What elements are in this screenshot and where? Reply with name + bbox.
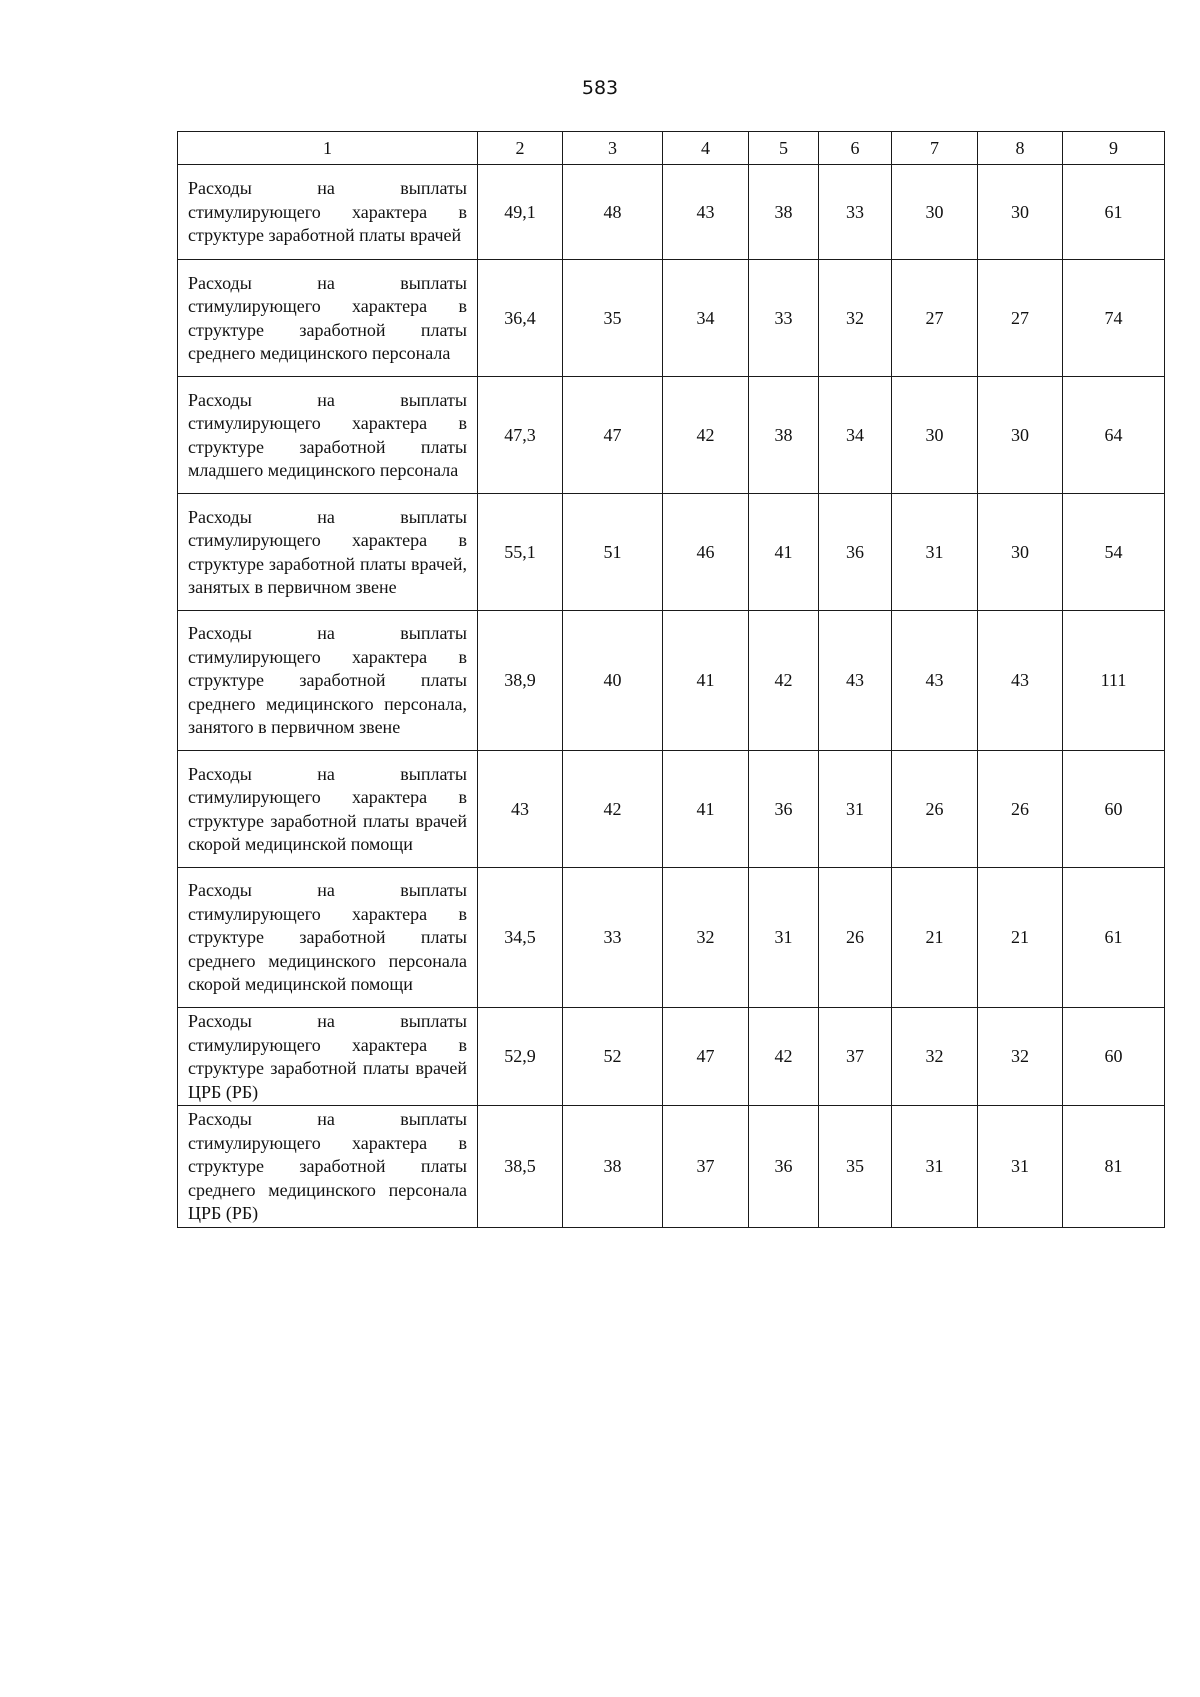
value-cell-col-2: 34,5 — [478, 868, 563, 1008]
value-cell-col-2: 38,9 — [478, 611, 563, 751]
row-label: Расходы на выплаты стимулирующего характера в структуре заработной платы врачей скорой медицинской помощи — [178, 751, 478, 868]
page-number: 583 — [581, 77, 619, 99]
value-cell-col-2: 52,9 — [478, 1008, 563, 1106]
row-label: Расходы на выплаты стимулирующего характера в структуре заработной платы врачей — [178, 165, 478, 260]
value-cell-col-8: 30 — [978, 494, 1063, 611]
column-header-1: 1 — [178, 132, 478, 165]
value-cell-col-4: 41 — [663, 751, 749, 868]
column-header-5: 5 — [749, 132, 819, 165]
value-cell-col-7: 43 — [892, 611, 978, 751]
value-cell-col-5: 38 — [749, 165, 819, 260]
value-cell-col-6: 31 — [819, 751, 892, 868]
value-cell-col-8: 30 — [978, 377, 1063, 494]
table-row — [178, 377, 1165, 494]
column-header-8: 8 — [978, 132, 1063, 165]
row-label: Расходы на выплаты стимулирующего характера в структуре заработной платы врачей ЦРБ (РБ) — [178, 1008, 478, 1106]
value-cell-col-6: 36 — [819, 494, 892, 611]
value-cell-col-5: 33 — [749, 260, 819, 377]
value-cell-col-3: 38 — [563, 1106, 663, 1228]
value-cell-col-3: 40 — [563, 611, 663, 751]
value-cell-col-9: 60 — [1063, 751, 1165, 868]
value-cell-col-8: 21 — [978, 868, 1063, 1008]
value-cell-col-9: 61 — [1063, 868, 1165, 1008]
value-cell-col-3: 47 — [563, 377, 663, 494]
column-header-9: 9 — [1063, 132, 1165, 165]
value-cell-col-7: 32 — [892, 1008, 978, 1106]
value-cell-col-2: 55,1 — [478, 494, 563, 611]
row-label: Расходы на выплаты стимулирующего характера в структуре заработной платы среднего медицинского персонала скорой медицинской помощи — [178, 868, 478, 1008]
table-row — [178, 1106, 1165, 1228]
column-header-4: 4 — [663, 132, 749, 165]
column-header-7: 7 — [892, 132, 978, 165]
value-cell-col-4: 43 — [663, 165, 749, 260]
value-cell-col-2: 49,1 — [478, 165, 563, 260]
row-label: Расходы на выплаты стимулирующего характера в структуре заработной платы младшего медицинского персонала — [178, 377, 478, 494]
value-cell-col-6: 43 — [819, 611, 892, 751]
value-cell-col-9: 61 — [1063, 165, 1165, 260]
value-cell-col-7: 31 — [892, 494, 978, 611]
table-row — [178, 868, 1165, 1008]
value-cell-col-5: 42 — [749, 611, 819, 751]
value-cell-col-9: 81 — [1063, 1106, 1165, 1228]
value-cell-col-7: 30 — [892, 377, 978, 494]
row-label: Расходы на выплаты стимулирующего характера в структуре заработной платы среднего медицинского персонала — [178, 260, 478, 377]
value-cell-col-3: 48 — [563, 165, 663, 260]
row-label: Расходы на выплаты стимулирующего характера в структуре заработной платы врачей, занятых в первичном звене — [178, 494, 478, 611]
value-cell-col-8: 27 — [978, 260, 1063, 377]
table-row — [178, 494, 1165, 611]
column-header-6: 6 — [819, 132, 892, 165]
row-label: Расходы на выплаты стимулирующего характера в структуре заработной платы среднего медицинского персонала ЦРБ (РБ) — [178, 1106, 478, 1228]
table-row — [178, 611, 1165, 751]
value-cell-col-7: 21 — [892, 868, 978, 1008]
value-cell-col-5: 42 — [749, 1008, 819, 1106]
value-cell-col-3: 42 — [563, 751, 663, 868]
value-cell-col-4: 42 — [663, 377, 749, 494]
column-header-2: 2 — [478, 132, 563, 165]
value-cell-col-8: 43 — [978, 611, 1063, 751]
value-cell-col-6: 34 — [819, 377, 892, 494]
value-cell-col-7: 27 — [892, 260, 978, 377]
value-cell-col-5: 36 — [749, 751, 819, 868]
value-cell-col-2: 36,4 — [478, 260, 563, 377]
value-cell-col-2: 43 — [478, 751, 563, 868]
value-cell-col-4: 47 — [663, 1008, 749, 1106]
header-row — [178, 132, 1165, 165]
value-cell-col-9: 111 — [1063, 611, 1165, 751]
row-label: Расходы на выплаты стимулирующего характера в структуре заработной платы среднего медицинского персонала, занятого в первичном звене — [178, 611, 478, 751]
value-cell-col-6: 32 — [819, 260, 892, 377]
value-cell-col-9: 64 — [1063, 377, 1165, 494]
value-cell-col-8: 31 — [978, 1106, 1063, 1228]
value-cell-col-5: 38 — [749, 377, 819, 494]
value-cell-col-7: 30 — [892, 165, 978, 260]
value-cell-col-6: 26 — [819, 868, 892, 1008]
value-cell-col-3: 35 — [563, 260, 663, 377]
value-cell-col-7: 26 — [892, 751, 978, 868]
data-table — [177, 131, 1165, 1228]
value-cell-col-9: 74 — [1063, 260, 1165, 377]
value-cell-col-6: 33 — [819, 165, 892, 260]
value-cell-col-9: 60 — [1063, 1008, 1165, 1106]
value-cell-col-7: 31 — [892, 1106, 978, 1228]
table-body — [178, 165, 1165, 1228]
value-cell-col-3: 33 — [563, 868, 663, 1008]
value-cell-col-5: 36 — [749, 1106, 819, 1228]
value-cell-col-8: 26 — [978, 751, 1063, 868]
value-cell-col-4: 41 — [663, 611, 749, 751]
value-cell-col-4: 46 — [663, 494, 749, 611]
value-cell-col-8: 32 — [978, 1008, 1063, 1106]
value-cell-col-4: 32 — [663, 868, 749, 1008]
value-cell-col-9: 54 — [1063, 494, 1165, 611]
value-cell-col-3: 51 — [563, 494, 663, 611]
table-row — [178, 1008, 1165, 1106]
value-cell-col-3: 52 — [563, 1008, 663, 1106]
table-row — [178, 260, 1165, 377]
value-cell-col-4: 37 — [663, 1106, 749, 1228]
value-cell-col-2: 38,5 — [478, 1106, 563, 1228]
value-cell-col-5: 31 — [749, 868, 819, 1008]
value-cell-col-2: 47,3 — [478, 377, 563, 494]
value-cell-col-6: 37 — [819, 1008, 892, 1106]
table-row — [178, 165, 1165, 260]
table-row — [178, 751, 1165, 868]
value-cell-col-4: 34 — [663, 260, 749, 377]
value-cell-col-8: 30 — [978, 165, 1063, 260]
value-cell-col-5: 41 — [749, 494, 819, 611]
value-cell-col-6: 35 — [819, 1106, 892, 1228]
column-header-3: 3 — [563, 132, 663, 165]
